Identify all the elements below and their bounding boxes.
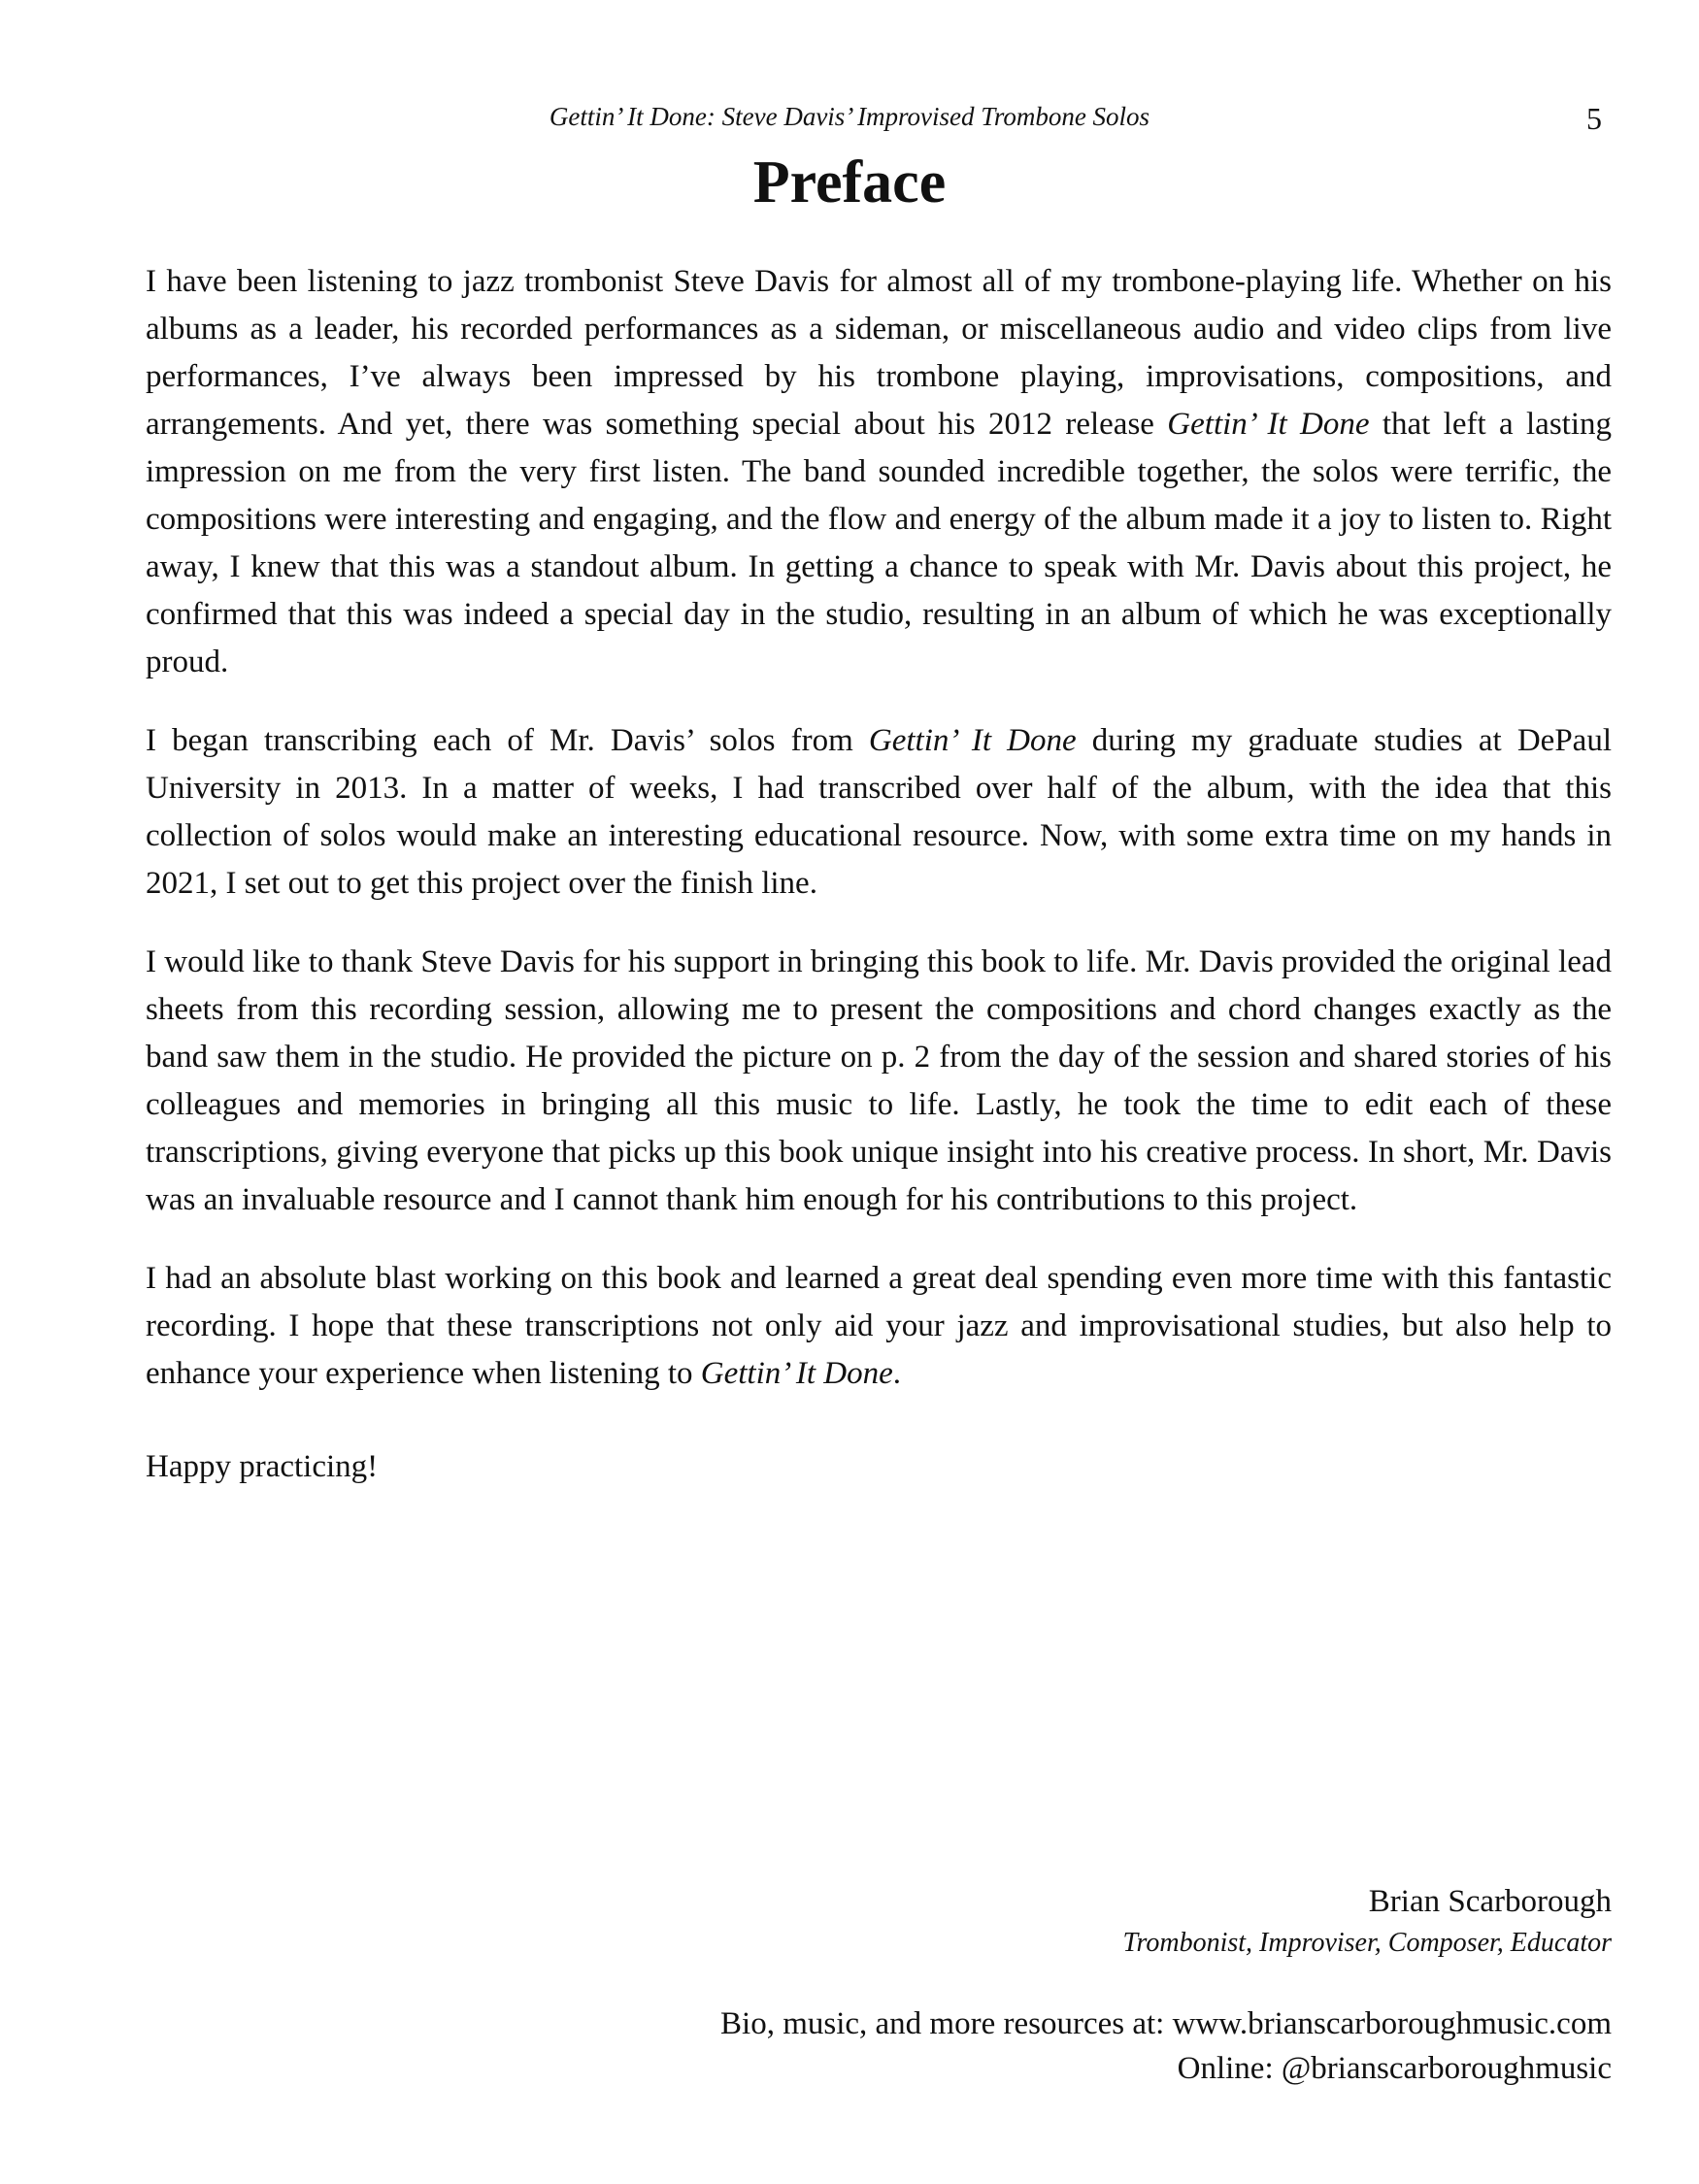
paragraph-1-text-b: that left a lasting impression on me from the very first listen. The band sounded incredible together, the solos were terrific, the compositions were interesting and engaging, and the flow and energy of the album made it a joy to listen to. Right away, I knew that this was a standout album. In getting a chance to speak with Mr. Davis about this project, he confirmed that this was indeed a special day in the studio, resulting in an album of which he was exceptionally proud. [146, 407, 1612, 679]
closing-line: Happy practicing! [146, 1449, 379, 1484]
paragraph-1 [146, 258, 1612, 686]
paragraph-4-text-a: I had an absolute blast working on this book and learned a great deal spending even more time with this fantastic recording. I hope that these transcriptions not only aid your jazz and improvisational studies, but also help to enhance your experience when listening to [146, 1261, 1612, 1391]
preface-body [146, 258, 1612, 1522]
paragraph-2 [146, 717, 1612, 908]
album-title: Gettin’ It Done [700, 1356, 893, 1391]
website-line: Bio, music, and more resources at: www.brianscarboroughmusic.com [720, 2006, 1612, 2041]
paragraph-2-text-a: I began transcribing each of Mr. Davis’ solos from [146, 723, 869, 758]
page-title: Preface [752, 149, 947, 215]
paragraph-3: I would like to thank Steve Davis for his support in bringing this book to life. Mr. Davis provided the original lead sheets from this recording session, allowing me to present the compositions and chord changes exactly as the band saw them in the studio. He provided the picture on p. 2 from the day of the session and shared stories of his colleagues and memories in bringing all this music to life. Lastly, he took the time to edit each of these transcriptions, giving everyone that picks up this book unique insight into his creative process. In short, Mr. Davis was an invaluable resource and I cannot thank him enough for his contributions to this project. [146, 944, 1612, 1217]
paragraph-2-text-b: during my graduate studies at DePaul University in 2013. In a matter of weeks, I had transcribed over half of the album, with the idea that this collection of solos would make an interesting educational resource. Now, with some extra time on my hands in 2021, I set out to get this project over the finish line. [146, 723, 1612, 901]
running-header: Gettin’ It Done: Steve Davis’ Improvised Trombone Solos [549, 102, 1150, 131]
paragraph-4-text-b: . [892, 1356, 901, 1391]
page-number: 5 [1586, 101, 1602, 136]
author-name: Brian Scarborough [1368, 1884, 1612, 1919]
paragraph-4 [146, 1255, 1612, 1398]
signature-block [1122, 1879, 1612, 1963]
links-block [720, 2002, 1612, 2091]
album-title: Gettin’ It Done [1167, 407, 1370, 442]
paragraph-1-text-a: I have been listening to jazz trombonist Steve Davis for almost all of my trombone-playing life. Whether on his albums as a leader, his recorded performances as a sideman, or miscellaneous audio and video clips from live performances, I’ve always been impressed by his trombone playing, improvisations, compositions, and arrangements. And yet, there was something special about his 2012 release [146, 264, 1612, 442]
album-title: Gettin’ It Done [868, 723, 1077, 758]
author-role: Trombonist, Improviser, Composer, Educator [1122, 1928, 1612, 1958]
social-handle-line: Online: @brianscarboroughmusic [1177, 2051, 1612, 2086]
